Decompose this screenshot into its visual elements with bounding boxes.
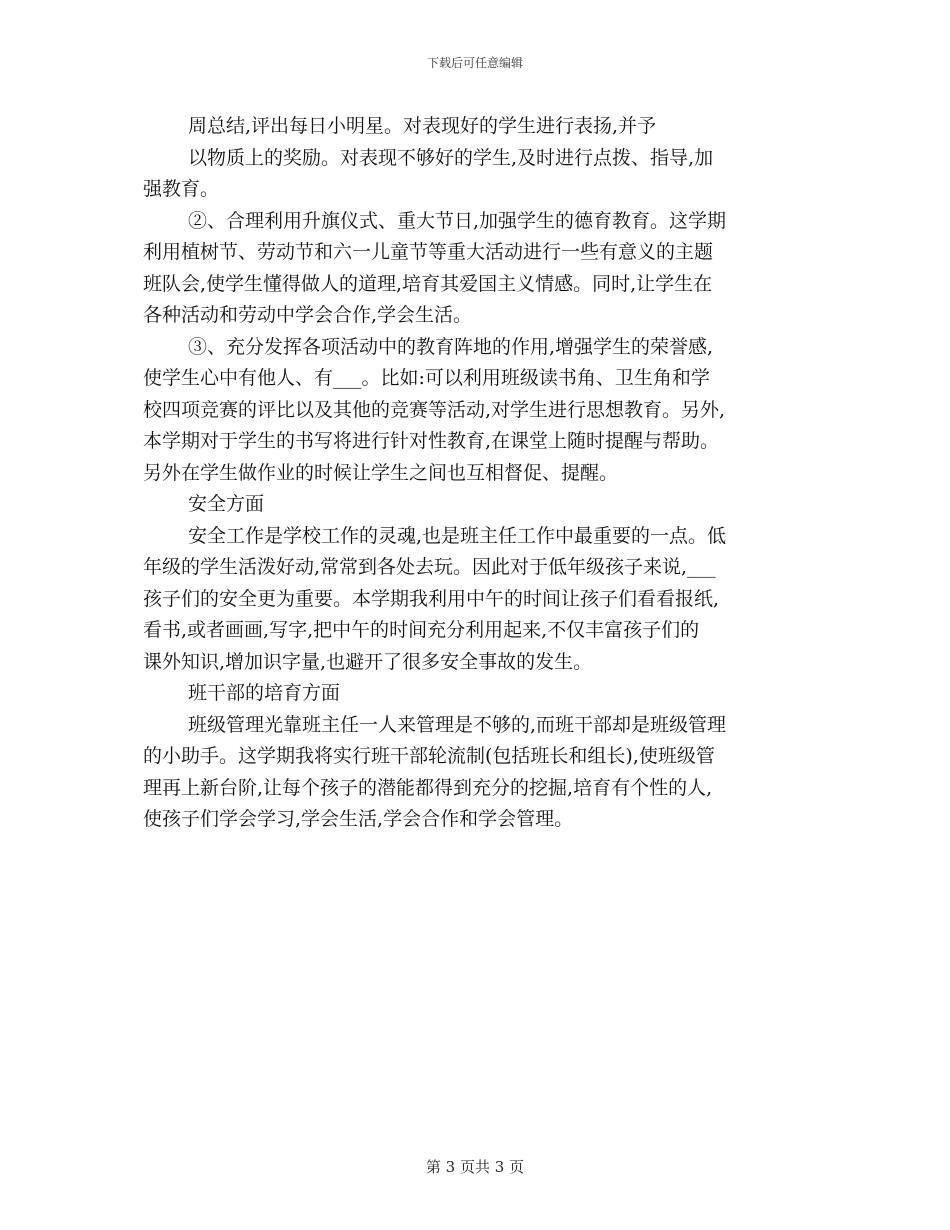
text-line: 年级的学生活泼好动,常常到各处去玩。因此对于低年级孩子来说,___ bbox=[143, 556, 716, 578]
text-line: 班队会,使学生懂得做人的道理,培育其爱国主义情感。同时,让学生在 bbox=[143, 272, 713, 295]
text-line: 安全工作是学校工作的灵魂,也是班主任工作中最重要的一点。低 bbox=[188, 524, 727, 547]
text-line: 以物质上的奖励。对表现不够好的学生,及时进行点拨、指导,加 bbox=[188, 146, 714, 169]
text-line: 使学生心中有他人、有___。比如:可以利用班级读书角、卫生角和学 bbox=[143, 367, 710, 389]
text-line: 强教育。 bbox=[143, 178, 220, 200]
page-header: 下载后可任意编辑 bbox=[426, 56, 523, 70]
text-line: 利用植树节、劳动节和六一儿童节等重大活动进行一些有意义的主题 bbox=[143, 241, 714, 263]
text-line: 周总结,评出每日小明星。对表现好的学生进行表扬,并予 bbox=[188, 115, 657, 137]
text-line: 的小助手。这学期我将实行班干部轮流制(包括班长和组长),使班级管 bbox=[143, 745, 715, 767]
text-line: 理再上新台阶,让每个孩子的潜能都得到充分的挖掘,培育有个性的人, bbox=[143, 776, 713, 799]
text-line: 孩子们的安全更为重要。本学期我利用中午的时间让孩子们看看报纸, bbox=[143, 587, 720, 610]
text-line: 安全方面 bbox=[188, 493, 265, 515]
document-body bbox=[143, 111, 808, 836]
text-line: 本学期对于学生的书写将进行针对性教育,在课堂上随时提醒与帮助。 bbox=[143, 430, 720, 452]
text-line: 另外在学生做作业的时候让学生之间也互相督促、提醒。 bbox=[143, 461, 619, 484]
text-line: 使孩子们学会学习,学会生活,学会合作和学会管理。 bbox=[143, 808, 574, 830]
page-footer: 第 3 页共 3 页 bbox=[425, 1158, 525, 1176]
text-line: ②、合理利用升旗仪式、重大节日,加强学生的德育教育。这学期 bbox=[188, 209, 727, 232]
text-line: 各种活动和劳动中学会合作,学会生活。 bbox=[143, 304, 473, 326]
text-line: 班级管理光靠班主任一人来管理是不够的,而班干部却是班级管理 bbox=[188, 713, 727, 736]
text-line: ③、充分发挥各项活动中的教育阵地的作用,增强学生的荣誉感, bbox=[188, 335, 714, 358]
text-line: 看书,或者画画,写字,把中午的时间充分利用起来,不仅丰富孩子们的 bbox=[143, 619, 700, 641]
text-line: 班干部的培育方面 bbox=[188, 682, 341, 704]
text-line: 校四项竞赛的评比以及其他的竞赛等活动,对学生进行思想教育。另外, bbox=[143, 398, 726, 421]
text-line: 课外知识,增加识字量,也避开了很多安全事故的发生。 bbox=[143, 650, 593, 673]
